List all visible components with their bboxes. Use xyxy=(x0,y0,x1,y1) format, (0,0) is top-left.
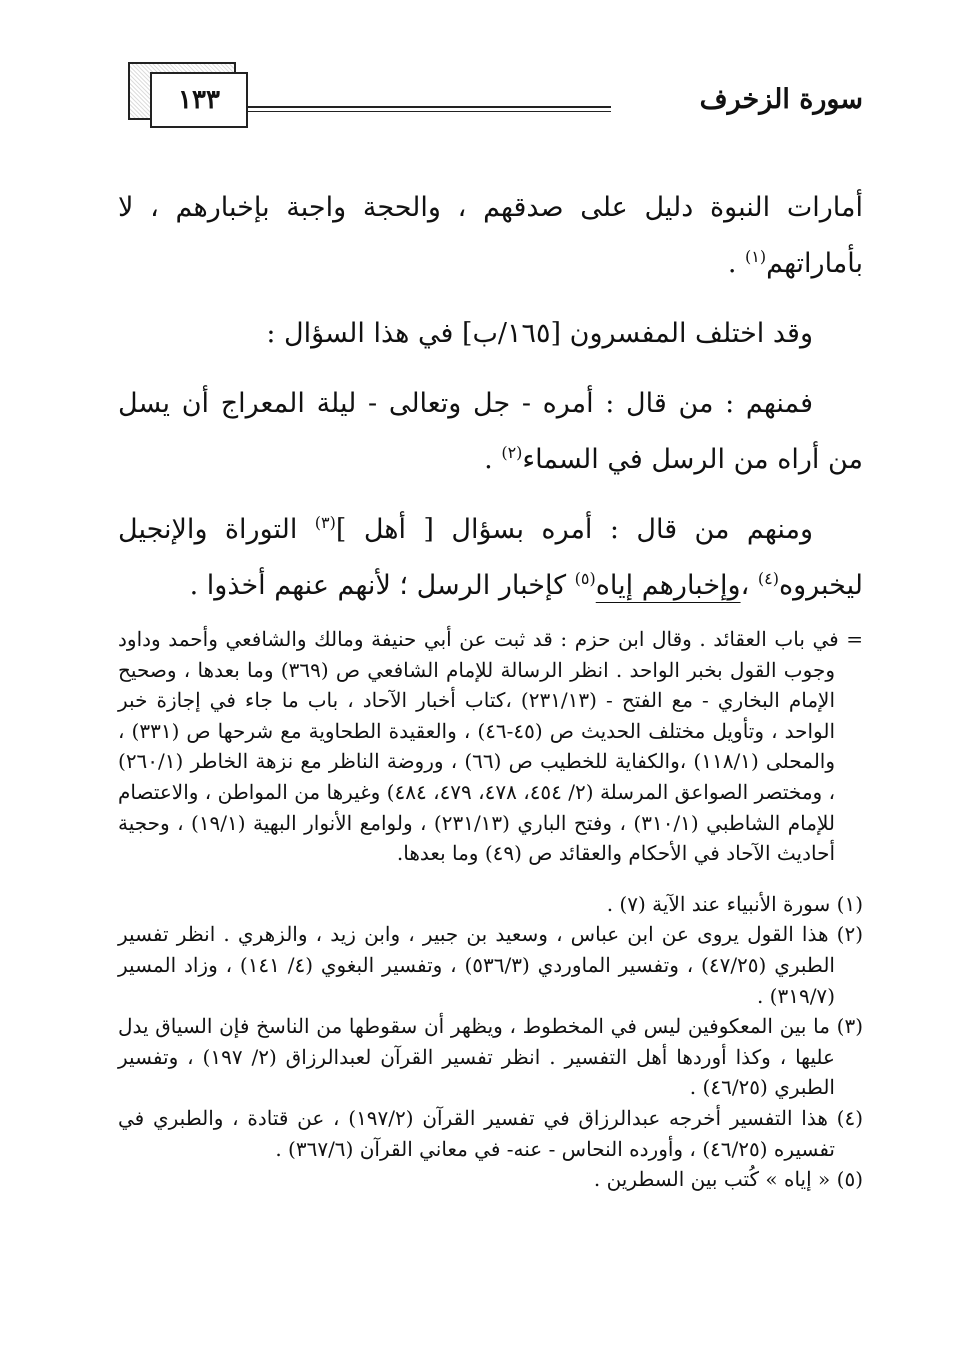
footnote-3: (٣) ما بين المعكوفين ليس في المخطوط ، ويظهر أن سقوطها من الناسخ فإن السياق يدل عليها ، وكذا أوردها أهل التفسير . انظر تفسير القرآن لعبدالرزاق (٢/ ١٩٧) ، وتفسير الطبري (٤٦/٢٥) . xyxy=(118,1014,863,1100)
underlined-phrase: وإخبارهم إياه xyxy=(595,570,741,601)
paragraph-3-end: . xyxy=(484,444,502,475)
paragraph-1-end: . xyxy=(727,248,745,279)
footnotes xyxy=(118,604,863,1195)
page-header xyxy=(128,62,863,134)
paragraph-4 xyxy=(118,502,863,614)
footnote-ref-4: (٤) xyxy=(757,569,779,588)
header-rule xyxy=(246,106,611,108)
footnote-continuation: = في باب العقائد . وقال ابن حزم : قد ثبت عن أبي حنيفة ومالك والشافعي وأحمد وداود وجوب القول بخبر الواحد . انظر الرسالة للإمام الشافعي ص (٣٦٩) وما بعدها ، وصحيح الإمام البخاري - مع الفتح - (٢٣١/١٣) ،كتاب أخبار الآحاد ، باب ما جاء في إجازة خبر الواحد ، وتأويل مختلف الحديث ص (٤٥-٤٦) ، والعقيدة الطحاوية مع شرحها ص (٣٣١) ، والمحلى (١١٨/١) ،والكفاية للخطيب ص (٦٦) ، وروضة الناظر مع نزهة الخاطر (٢٦٠/١) ، ومختصر الصواعق المرسلة (٢/ ٤٥٤، ٤٧٨، ٤٧٩، ٤٨٤) وغيرها من المواطن ، والاعتصام للإمام الشاطبي (٣١٠/١) ، وفتح الباري (٢٣١/١٣) ، ولوامع الأنوار البهية (١٩/١) ، وحجية أحاديث الآحاد في الأحكام والعقائد ص (٤٩) وما بعدها. xyxy=(118,627,863,866)
main-text xyxy=(118,180,863,614)
page-number: ١٣٣ xyxy=(178,85,220,115)
paragraph-4-part-b: التوراة والإنجيل ليخبروه xyxy=(118,514,863,601)
paragraph-3-text: فمنهم : من قال : أمره - جل وتعالى - ليلة المعراج أن يسل من أراه من الرسل في السماء xyxy=(118,388,863,475)
paragraph-1-text: أمارات النبوة دليل على صدقهم ، والحجة واجبة بإخبارهم ، لا بأماراتهم xyxy=(118,192,863,279)
paragraph-1 xyxy=(118,180,863,292)
paragraph-4-part-c: ، xyxy=(740,570,758,601)
footnote-ref-2: (٢) xyxy=(501,443,523,462)
footnote-ref-1: (١) xyxy=(745,247,767,266)
footnote-2: (٢) هذا القول يروى عن ابن عباس ، وسعيد بن جبير ، وابن زيد ، والزهري . انظر تفسير الطبري (٤٧/٢٥) ، وتفسير الماوردي (٥٣٦/٣) ، وتفسير البغوي (٤/ ١٤١) ، وزاد المسير (٣١٩/٧) . xyxy=(118,922,863,1008)
footnote-ref-3: (٣) xyxy=(314,513,336,532)
paragraph-4-part-a: ومنهم من قال : أمره بسؤال [ أهل ] xyxy=(335,514,813,545)
footnote-5: (٥) « إياه » كُتب بين السطرين . xyxy=(593,1167,863,1192)
page-number-box xyxy=(150,72,248,128)
paragraph-2-text: وقد اختلف المفسرون [١٦٥/ب] في هذا السؤال : xyxy=(266,318,813,349)
paragraph-2 xyxy=(118,306,863,362)
paragraph-4-part-d: كإخبار الرسل ؛ لأنهم عنهم أخذوا . xyxy=(189,570,575,601)
paragraph-3 xyxy=(118,376,863,488)
footnote-4: (٤) هذا التفسير أخرجه عبدالرزاق في تفسير القرآن (١٩٧/٢) ، عن قتادة ، والطبري في تفسيره (٤٦/٢٥) ، وأورده النحاس - عنه- في معاني القرآن (٣٦٧/٦) . xyxy=(118,1105,863,1161)
footnote-1: (١) سورة الأنبياء عند الآية (٧) . xyxy=(606,891,863,916)
footnote-ref-5: (٥) xyxy=(574,569,596,588)
surah-title: سورة الزخرف xyxy=(699,84,863,115)
